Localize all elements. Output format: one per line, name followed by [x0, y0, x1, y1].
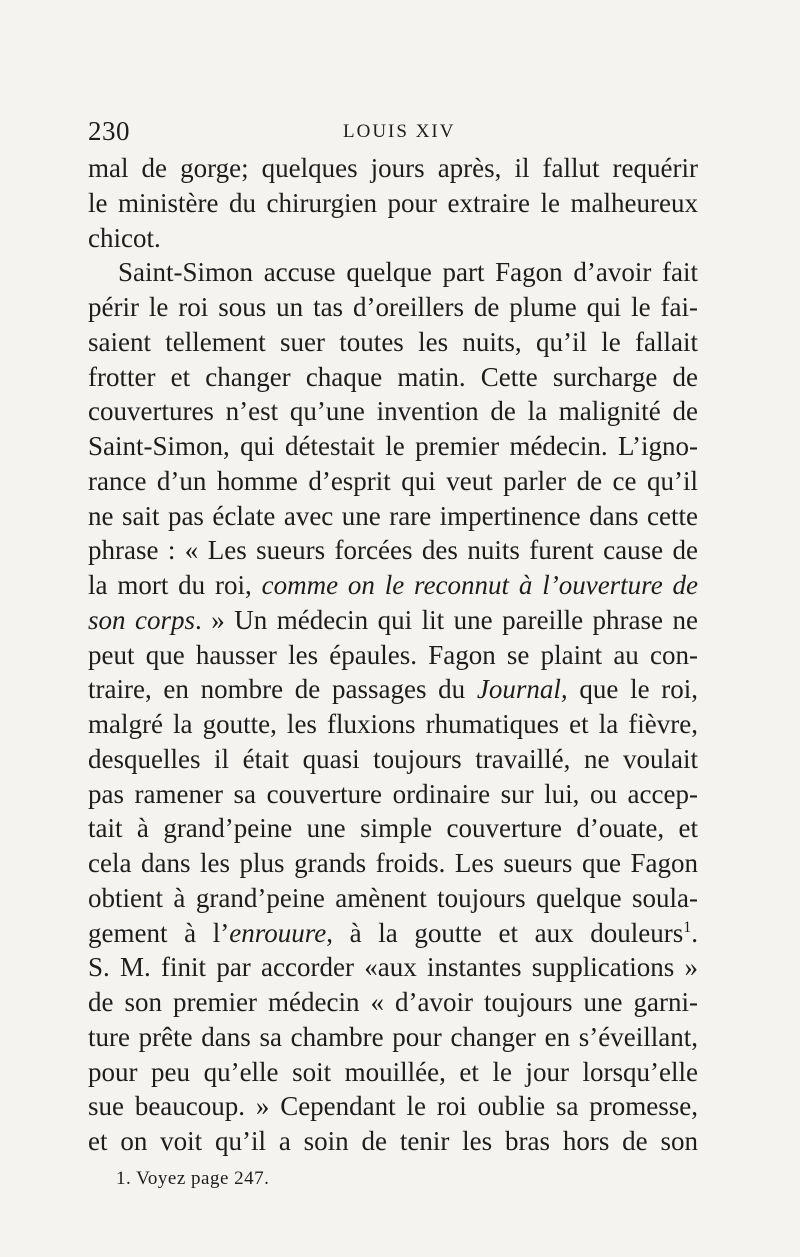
text-line: couvertures n’est qu’une invention de la malignité de [88, 396, 698, 427]
text-line: le ministère du chirurgien pour extraire le malheureux [88, 187, 698, 218]
text-line: frotter et changer chaque matin. Cette surcharge de [88, 361, 698, 392]
text-line: desquelles il était quasi toujours travaillé, ne voulait [88, 743, 698, 774]
footnote: 1. Voyez page 247. [116, 1168, 270, 1189]
text-line: rance d’un homme d’esprit qui veut parler de ce qu’il [88, 465, 698, 496]
text-line: malgré la goutte, les fluxions rhumatiques et la fièvre, [88, 709, 698, 739]
text-line: cela dans les plus grands froids. Les sueurs que Fagon [88, 848, 698, 878]
text-line: périr le roi sous un tas d’oreillers de plume qui le fai- [88, 292, 698, 322]
text-line: peut que hausser les épaules. Fagon se plaint au con- [88, 639, 698, 670]
text-line: chicot. [88, 222, 161, 253]
text-line: pour peu qu’elle soit mouillée, et le jour lorsqu’elle [88, 1056, 698, 1087]
text-line: la mort du roi, comme on le reconnut à l’ouverture de [88, 570, 698, 600]
page-header [88, 116, 700, 152]
running-title: LOUIS XIV [343, 121, 456, 142]
italic-text: comme on le reconnut à l’ouverture de [261, 570, 698, 600]
text-line: ture prête dans sa chambre pour changer en s’éveillant, [88, 1021, 698, 1052]
text-line: traire, en nombre de passages du Journal, que le roi, [88, 674, 699, 705]
text-line: Saint-Simon, qui détestait le premier médecin. L’igno- [88, 431, 698, 461]
text-line: obtient à grand’peine amènent toujours quelque soula- [88, 882, 698, 913]
text-line: phrase : « Les sueurs forcées des nuits furent cause de [88, 535, 698, 566]
text-line: mal de gorge; quelques jours après, il fallut requérir [88, 153, 698, 183]
italic-text: Journal, [476, 674, 568, 705]
text-line: de son premier médecin « d’avoir toujours une garni- [88, 987, 698, 1017]
footnote-reference: 1 [683, 918, 692, 936]
italic-text: son corps [88, 604, 195, 635]
text-line: gement à l’enrouure, à la goutte et aux douleurs$^1$. [88, 917, 698, 948]
text-line: S. M. finit par accorder «aux instantes supplications » [88, 952, 698, 983]
text-line: Saint-Simon accuse quelque part Fagon d’avoir fait [118, 257, 698, 288]
text-line: sue beaucoup. » Cependant le roi oublie sa promesse, [88, 1091, 698, 1122]
page-number: 230 [88, 116, 130, 146]
text-line: son corps. » Un médecin qui lit une pareille phrase ne [88, 604, 698, 635]
text-line: ne sait pas éclate avec une rare impertinence dans cette [88, 500, 698, 531]
text-line: pas ramener sa couverture ordinaire sur lui, ou accep- [88, 778, 698, 809]
text-line: tait à grand’peine une simple couverture d’ouate, et [88, 813, 698, 844]
text-line: et on voit qu’il a soin de tenir les bras hors de son [88, 1126, 698, 1156]
text-line: saient tellement suer toutes les nuits, qu’il le fallait [88, 326, 698, 357]
italic-text: enrouure [229, 917, 327, 948]
body-text [88, 151, 698, 1159]
